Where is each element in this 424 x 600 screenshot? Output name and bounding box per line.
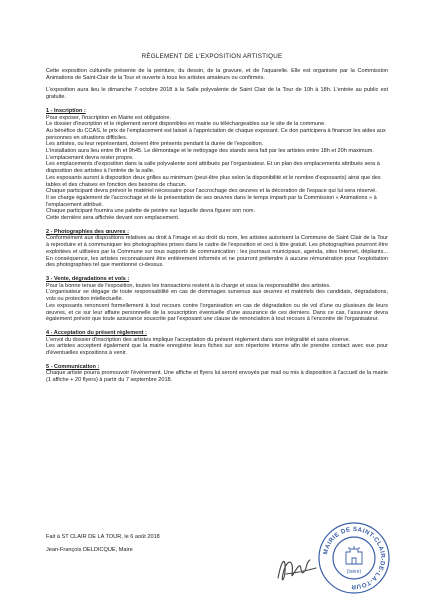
paragraph: Les exposants auront à disposition deux grilles au minimum (peut-être plus selon la disponibilité et le nombre d'exposants) ainsi que des tables et des chaises en fonction des besoins de chacun. (46, 174, 381, 188)
paragraph: Il se charge également de l'accrochage et de la présentation de ses œuvres dans le temps imparti par la Commission « Animations » à l'emplacement attribué. (46, 194, 377, 208)
signature-block (46, 534, 160, 554)
signatory-name: Jean-François DELDICQUE, Maire (46, 547, 133, 553)
paragraph: Chaque participant devra prévoir le matériel nécessaire pour l'accrochage des œuvres et la décoration de l'espace qui lui sera réservé. (46, 188, 377, 195)
document-title: RÈGLEMENT DE L'EXPOSITION ARTISTIQUE (141, 53, 283, 60)
paragraph: Les artistes acceptent également que la mairie enregistre leurs fiches sur son répertoire interne afin de prendre contact avec eux pour d'éventuelles expositions à venir. (46, 343, 388, 357)
handwritten-signature (272, 548, 320, 588)
section-heading: 1 - Inscription : (46, 107, 86, 114)
paragraph: Les emplacements d'exposition dans la salle polyvalente sont attribués par l'organisateur. Et un plan des emplacements attribués sera à disposition des artistes à l'entrée de la salle. (46, 161, 380, 175)
section-heading: 3 - Vente, dégradations et vols : (46, 275, 130, 282)
paragraph: Les exposants renoncent formellement à tout recours contre l'organisation en cas de dégradation ou de vol d'une ou plusieurs de leurs œuvres, et ce sur leur affaire personnelle de la souscription éventuelle d'une assurance de ces derniers. Dans ce cas, l'assureur devra également prévoir que toute assurance souscrite par l'exposant une clause de renonciation à tout recours à l'encontre de l'organisateur. (46, 302, 388, 323)
paragraph: Chaque artiste pourra promouvoir l'événement. Une affiche et flyers lui seront envoyés par mail ou mis à disposition à l'accueil de la mairie (1 affiche + 20 flyers) à partir du 7 septembre 2018. (46, 370, 388, 384)
paragraph: L'envoi du dossier d'inscription des artistes implique l'acceptation du présent règlement dans son intégralité et sans réserve. (46, 336, 351, 343)
paragraph: Les artistes, ou leur représentant, doivent être présents pendant la durée de l'exposition. (46, 141, 264, 148)
intro-paragraph: L'exposition aura lieu le dimanche 7 octobre 2018 à la Salle polyvalente de Saint Clair de la Tour de 10h à 18h. L'entrée au public est gratuite. (46, 87, 388, 101)
place-and-date: Fait à ST CLAIR DE LA TOUR, le 6 août 2018 (46, 534, 160, 540)
paragraph: L'organisateur se dégage de toute responsabilité en cas de dommages survenus aux œuvres et matériels des candidats, dégradations, vols ou protection intellectuelle. (46, 289, 388, 303)
paragraph: Conformément aux dispositions relatives au droit à l'image et au droit du nom, les artistes autorisent la Commune de Saint Clair de la Tour à reproduire et à communiquer les photographies prises dans le cadre de l'exposition et ceci à titre gratuit. Les photographies pourront être exploitées et utilisées par la Commune sur tous supports de communication : les journaux municipaux, agenda, sites Internet, dépliants... En conséquence, les artistes reconnaissent être entièrement informés et ne pourront prétendre à aucune rémunération pour l'exploitation des photographies tel que mentionné ci-dessus. (46, 235, 388, 269)
paragraph: L'installation aura lieu entre 8h et 9h45. Le démontage et le nettoyage des stands sera fait par les artistes entre 18h et 20h maximum. L'emplacement devra rester propre. (46, 148, 374, 161)
svg-text:MAIRIE DE SAINT-CLAIR-DE-LA-TO: MAIRIE DE SAINT-CLAIR-DE-LA-TOUR (322, 525, 387, 591)
document-body (46, 68, 388, 384)
paragraph: Pour la bonne tenue de l'exposition, toutes les transactions restent à la charge et sous la responsabilité des artistes. (46, 282, 331, 289)
paragraph: Cette dernière sera affichée devant son emplacement. (46, 215, 180, 222)
intro-paragraph: Cette exposition culturelle présente de la peinture, du dessin, de la gravure, et de l'aquarelle. Elle est organisée par la Commission Animations de Saint-Clair de la Tour et ouverte à tous les artistes amateurs ou confirmés. (46, 68, 388, 81)
official-seal (316, 520, 392, 596)
section-heading: 2 - Photographies des œuvres : (46, 228, 129, 235)
paragraph: Au bénéfice du CCAS, le prix de l'emplacement est laissé à l'appréciation de chaque exposant. Ce don participera à financer les aides aux personnes en situations difficiles. (46, 127, 386, 141)
paragraph: Chaque participant fournira une palette de peintre sur laquelle devra figurer son nom. (46, 208, 256, 215)
svg-text:(Isère): (Isère) (346, 569, 362, 575)
section-heading: 4 - Acceptation du présent règlement : (46, 329, 147, 336)
paragraph: Pour exposer, l'inscription en Mairie est obligatoire. (46, 114, 172, 121)
paragraph: Le dossier d'inscription et le règlement seront disponibles en mairie ou téléchargeables sur le site de la commune. (46, 121, 326, 128)
section-heading: 5 - Communication : (46, 363, 100, 370)
